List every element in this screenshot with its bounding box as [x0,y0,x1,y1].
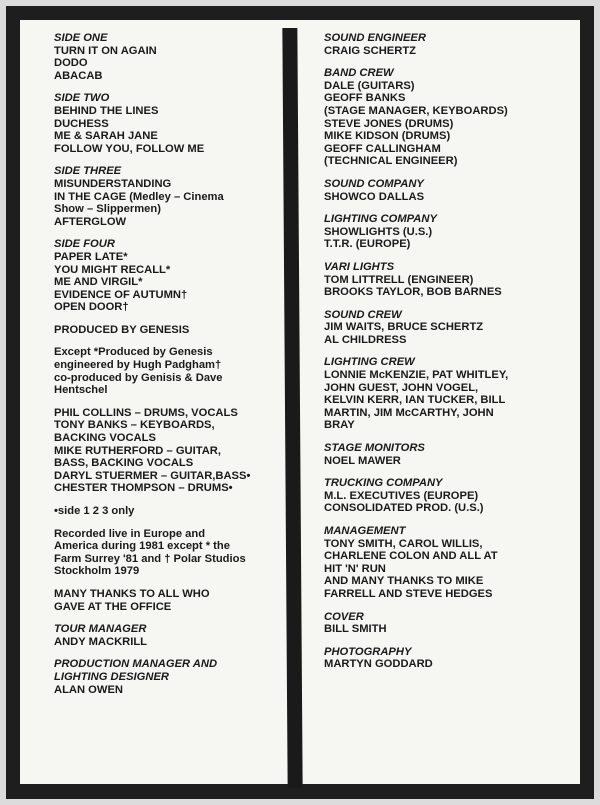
credit-line: Farm Surrey '81 and † Polar Studios [54,552,246,565]
credit-block [54,92,276,155]
left-credits-column [54,32,276,706]
credit-block [54,407,276,495]
credit-line: BEHIND THE LINES [54,104,159,117]
credit-line: ME & SARAH JANE [54,130,158,143]
credit-line: BILL SMITH [324,623,387,636]
credit-block [54,505,276,518]
credit-block [324,646,556,671]
credit-line: GEOFF CALLINGHAM [324,142,441,155]
credit-line: T.T.R. (EUROPE) [324,238,411,251]
credit-line: ABACAB [54,69,103,82]
credit-line: STEVE JONES (DRUMS) [324,117,454,130]
credit-block [54,528,276,578]
credit-block [54,32,276,82]
credit-line: MARTYN GODDARD [324,658,433,671]
credit-line: GAVE AT THE OFFICE [54,600,172,613]
credit-block [324,32,556,57]
credit-heading: VARI LIGHTS [324,260,395,273]
credit-line: Recorded live in Europe and [54,527,206,540]
credit-heading: LIGHTING DESIGNER [54,670,169,683]
credit-line: GEOFF BANKS [324,92,406,105]
credit-line: PHIL COLLINS – DRUMS, VOCALS [54,406,238,419]
credit-line: DALE (GUITARS) [324,79,415,92]
credit-line: DODO [54,57,88,70]
credit-line: TONY BANKS – KEYBOARDS, [54,419,215,432]
credit-line: (TECHNICAL ENGINEER) [324,155,458,168]
credit-heading: SOUND CREW [324,308,402,321]
credit-block [54,324,276,337]
credit-heading: TOUR MANAGER [54,623,147,636]
credit-line: KELVIN KERR, IAN TUCKER, BILL [324,394,506,407]
credit-heading: SIDE TWO [54,92,110,105]
credit-block [54,238,276,314]
credit-line: SHOWLIGHTS (U.S.) [324,225,433,238]
credit-line: JIM WAITS, BRUCE SCHERTZ [324,321,484,334]
credit-line: EVIDENCE OF AUTUMN† [54,288,188,301]
credit-block [54,346,276,396]
credit-line: DUCHESS [54,117,109,130]
credit-heading: BAND CREW [324,67,394,80]
credit-heading: TRUCKING COMPANY [324,477,443,490]
credit-line: AFTERGLOW [54,215,127,228]
credit-heading: STAGE MONITORS [324,442,425,455]
credit-block [54,658,276,671]
credit-line: TURN IT ON AGAIN [54,44,157,57]
credit-heading: PHOTOGRAPHY [324,645,412,658]
credit-line: HIT 'N' RUN [324,562,386,575]
credit-line: •side 1 2 3 only [54,505,135,517]
credit-heading: SIDE THREE [54,165,122,178]
credit-line: CONSOLIDATED PROD. (U.S.) [324,502,484,515]
credit-line: M.L. EXECUTIVES (EUROPE) [324,489,479,502]
credit-line: TONY SMITH, CAROL WILLIS, [324,537,483,550]
credit-heading: SIDE FOUR [54,238,115,251]
credit-line: OPEN DOOR† [54,301,129,314]
credit-block [54,671,276,696]
credit-heading: SIDE ONE [54,32,108,44]
credit-line: CHARLENE COLON AND ALL AT [324,550,498,563]
right-credits-column [324,32,556,681]
credit-line: CHESTER THOMPSON – DRUMS• [54,482,233,495]
credit-line: FOLLOW YOU, FOLLOW ME [54,142,205,155]
credit-line: MIKE RUTHERFORD – GUITAR, [54,444,221,457]
credit-line: BROOKS TAYLOR, BOB BARNES [324,286,502,299]
credit-block [324,477,556,515]
credit-line: BACKING VOCALS [54,432,156,445]
credit-block [324,261,556,299]
credit-block [324,309,556,347]
credit-line: co-produced by Genisis & Dave [54,371,223,384]
credit-block [54,623,276,648]
credit-heading: SOUND COMPANY [324,177,424,190]
credit-block [324,611,556,636]
credit-line: Show – Slippermen) [54,203,161,216]
credit-line: MIKE KIDSON (DRUMS) [324,130,451,143]
credit-heading: MANAGEMENT [324,525,406,537]
credit-line: Except *Produced by Genesis [54,346,213,359]
credit-block [324,67,556,168]
credit-heading: COVER [324,610,364,623]
credit-line: DARYL STUERMER – GUITAR,BASS• [54,469,251,482]
credit-line: America during 1981 except * the [54,540,230,553]
credit-line: CRAIG SCHERTZ [324,44,416,57]
credit-line: PAPER LATE* [54,250,128,263]
credit-heading: SOUND ENGINEER [324,32,426,44]
credit-block [324,178,556,203]
credit-line: BASS, BACKING VOCALS [54,457,194,470]
credit-line: FARRELL AND STEVE HEDGES [324,587,493,600]
credit-line: MANY THANKS TO ALL WHO [54,587,210,600]
credit-line: MISUNDERSTANDING [54,177,172,190]
credit-line: YOU MIGHT RECALL* [54,263,171,276]
credit-heading: LIGHTING CREW [324,356,415,369]
credit-line: ALAN OWEN [54,683,123,696]
album-liner-notes-page [6,6,594,799]
credit-block [54,165,276,228]
credit-block [54,588,276,613]
credit-line: BRAY [324,419,355,432]
credit-block [324,525,556,601]
credit-block [324,356,556,432]
credit-line: ANDY MACKRILL [54,635,148,648]
credit-line: MARTIN, JIM McCARTHY, JOHN [324,406,494,419]
credit-line: (STAGE MANAGER, KEYBOARDS) [324,104,508,117]
credit-line: Stockholm 1979 [54,565,140,578]
credit-heading: LIGHTING COMPANY [324,213,437,226]
credit-line: ME AND VIRGIL* [54,276,143,289]
credit-line: AL CHILDRESS [324,333,407,346]
credit-line: SHOWCO DALLAS [324,190,425,203]
credit-line: engineered by Hugh Padgham† [54,359,222,372]
credit-heading: PRODUCTION MANAGER AND [54,658,218,671]
credit-line: PRODUCED BY GENESIS [54,323,190,336]
credit-line: Hentschel [54,384,108,397]
credit-line: LONNIE McKENZIE, PAT WHITLEY, [324,369,509,382]
credit-line: TOM LITTRELL (ENGINEER) [324,273,474,286]
credit-block [324,213,556,251]
credit-line: NOEL MAWER [324,454,401,467]
credit-block [324,442,556,467]
credit-line: IN THE CAGE (Medley – Cinema [54,190,224,203]
credit-line: JOHN GUEST, JOHN VOGEL, [324,381,479,394]
credit-line: AND MANY THANKS TO MIKE [324,575,484,588]
